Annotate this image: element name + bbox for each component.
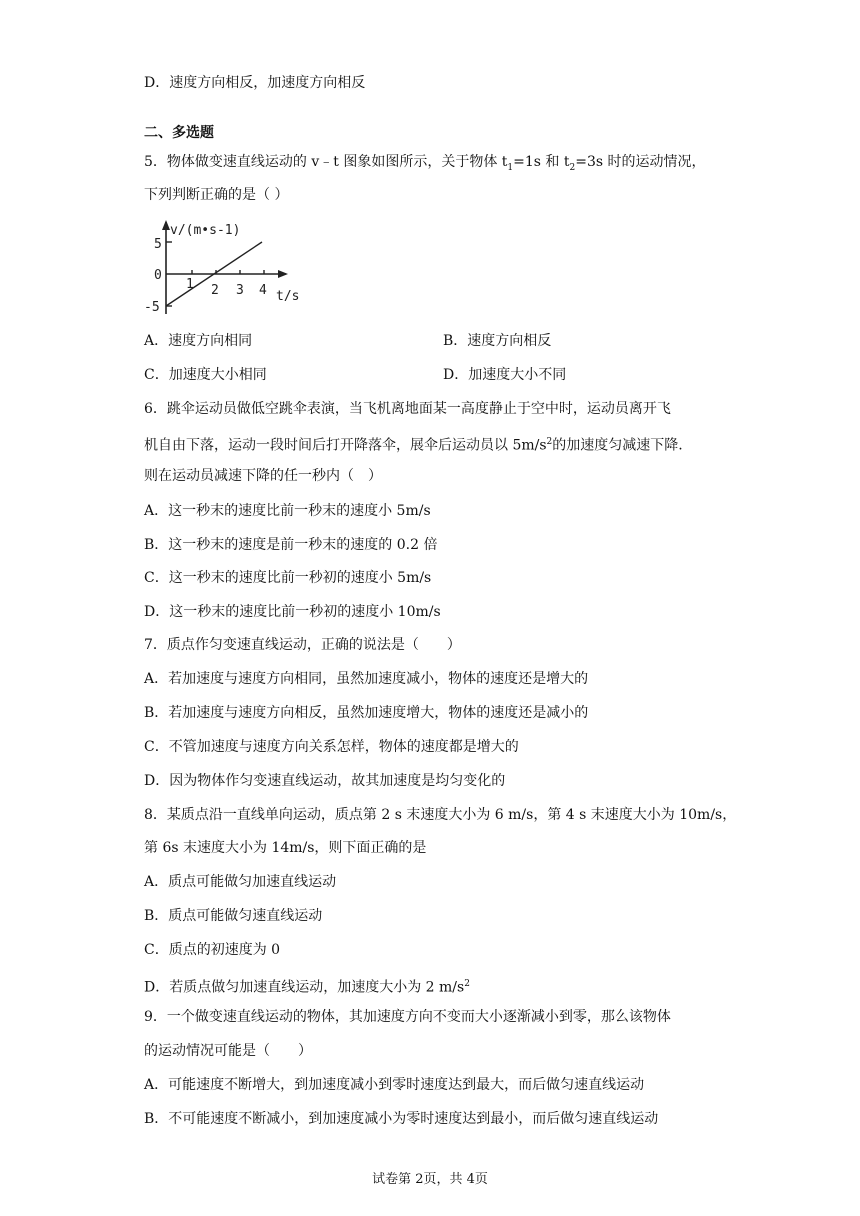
- q9-option-a: A．可能速度不断增大，到加速度减小到零时速度达到最大，而后做匀速直线运动: [144, 1077, 645, 1093]
- vt-graph: [140, 218, 310, 318]
- q8-stem-line2: 第 6s 末速度大小为 14m/s，则下面正确的是: [144, 840, 427, 856]
- x-tick-label-3: 3: [236, 283, 244, 298]
- q5-option-d: D．加速度大小不同: [443, 367, 567, 383]
- x-axis-arrow: [278, 270, 288, 278]
- q6-stem-line3: 则在运动员减速下降的任一秒内（ ）: [144, 468, 382, 484]
- y-axis-arrow: [162, 220, 170, 230]
- q8-option-a: A．质点可能做匀加速直线运动: [144, 874, 337, 890]
- q5-option-a: A．速度方向相同: [144, 333, 253, 349]
- q6-option-c: C．这一秒末的速度比前一秒初的速度小 5m/s: [144, 570, 432, 586]
- page-footer: 试卷第 2页，共 4页: [372, 1172, 488, 1187]
- q6-stem-line1: 6．跳伞运动员做低空跳伞表演，当飞机离地面某一高度静止于空中时，运动员离开飞: [144, 401, 671, 417]
- q9-option-b: B．不可能速度不断减小，到加速度减小为零时速度达到最小，而后做匀速直线运动: [144, 1111, 659, 1127]
- q7-stem: 7．质点作匀变速直线运动，正确的说法是（ ）: [144, 637, 461, 653]
- q7-option-d: D．因为物体作匀变速直线运动，故其加速度是均匀变化的: [144, 773, 506, 789]
- y-axis-label: v/(m•s-1): [170, 223, 241, 238]
- q8-stem-line1: 8．某质点沿一直线单向运动，质点第 2 s 末速度大小为 6 m/s，第 4 s 末速度大小为 10m/s，: [144, 807, 737, 823]
- q5-option-b: B．速度方向相反: [443, 333, 552, 349]
- q6-option-b: B．这一秒末的速度是前一秒末的速度的 0.2 倍: [144, 537, 438, 553]
- x-tick-label-4: 4: [259, 283, 267, 298]
- q6-option-a: A．这一秒末的速度比前一秒末的速度小 5m/s: [144, 503, 431, 519]
- x-tick-label-2: 2: [211, 283, 219, 298]
- x-tick-label-1: 1: [186, 277, 194, 292]
- q7-option-c: C．不管加速度与速度方向关系怎样，物体的速度都是增大的: [144, 739, 519, 755]
- y-tick-label-0: 0: [154, 268, 162, 283]
- q6-stem-line2: 机自由下落，运动一段时间后打开降落伞，展伞后运动员以 $5m/s^2$的加速度匀减速下降.: [144, 437, 683, 454]
- x-axis-label: t/s: [276, 289, 300, 304]
- q9-stem-line1: 9．一个做变速直线运动的物体，其加速度方向不变而大小逐渐减小到零，那么该物体: [144, 1009, 671, 1025]
- q9-stem-line2: 的运动情况可能是（ ）: [144, 1043, 312, 1059]
- q8-option-b: B．质点可能做匀速直线运动: [144, 908, 323, 924]
- q5-option-c: C．加速度大小相同: [144, 367, 267, 383]
- q7-option-a: A．若加速度与速度方向相同，虽然加速度减小，物体的速度还是增大的: [144, 671, 589, 687]
- y-tick-label-5: 5: [154, 237, 162, 252]
- q5-stem-line1: 5．物体做变速直线运动的 v﹣t 图象如图所示，关于物体 $t_1=1s$ 和 $t_2=3s$ 时的运动情况，: [144, 154, 706, 173]
- q6-option-d: D．这一秒末的速度比前一秒初的速度小 10m/s: [144, 604, 441, 620]
- y-tick-label-neg5: -5: [144, 300, 160, 315]
- q7-option-b: B．若加速度与速度方向相反，虽然加速度增大，物体的速度还是减小的: [144, 705, 589, 721]
- q5-stem-line2: 下列判断正确的是（ ）: [144, 187, 289, 203]
- q8-option-c: C．质点的初速度为 0: [144, 942, 281, 958]
- section-title: 二、多选题: [144, 125, 214, 141]
- q4-option-d: D．速度方向相反，加速度方向相反: [144, 75, 366, 91]
- q8-option-d: D．若质点做匀加速直线运动，加速度大小为 2 $m/s^2$: [144, 979, 470, 996]
